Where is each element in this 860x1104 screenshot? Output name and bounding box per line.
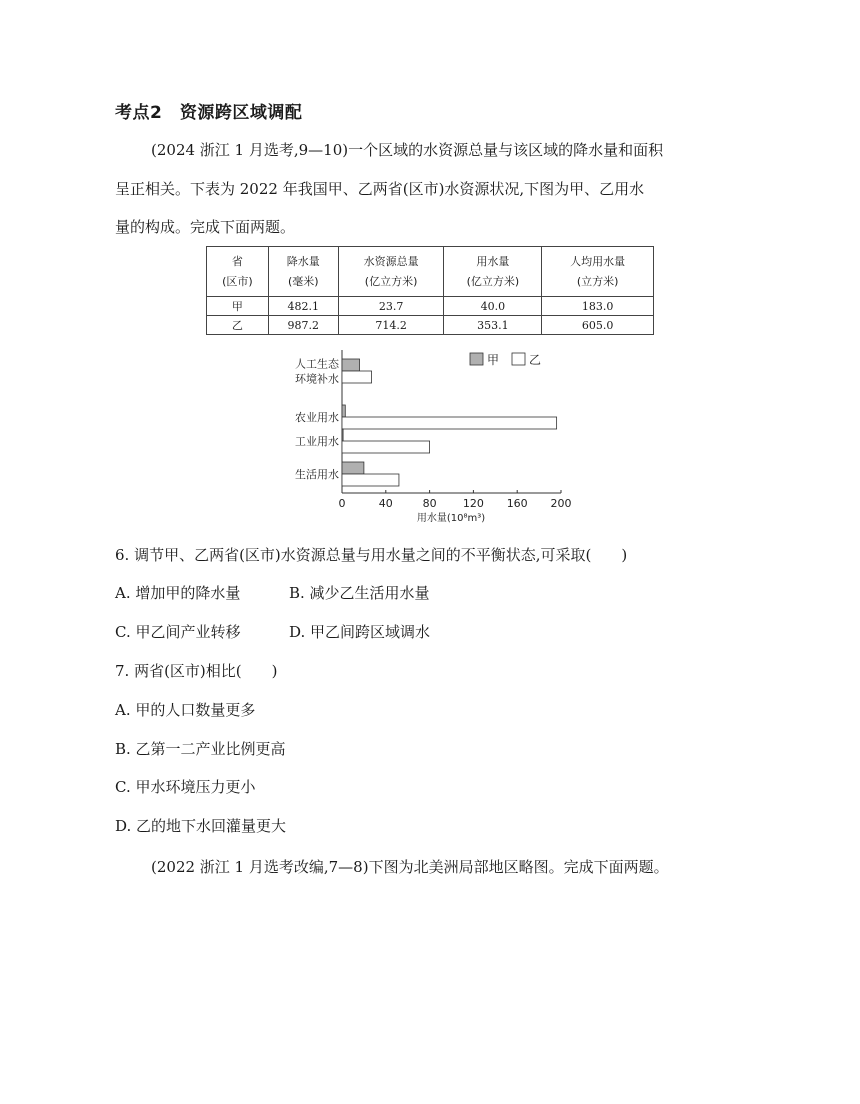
header-cell-water-total: 水资源总量 (亿立方米) bbox=[338, 247, 444, 297]
x-axis-label: 用水量(10⁸m³) bbox=[416, 513, 486, 524]
table-cell: 23.7 bbox=[338, 297, 444, 316]
question-6: 6. 调节甲、乙两省(区市)水资源总量与用水量之间的不平衡状态,可采取( ) bbox=[115, 546, 628, 564]
x-tick-label: 200 bbox=[550, 497, 572, 510]
table-cell: 乙 bbox=[207, 316, 269, 335]
table-cell: 482.1 bbox=[268, 297, 338, 316]
x-tick-label: 80 bbox=[422, 497, 437, 510]
header-cell-water-use: 用水量 (亿立方米) bbox=[444, 247, 542, 297]
legend-label-甲: 甲 bbox=[487, 353, 500, 367]
header-cell-province: 省 (区市) bbox=[207, 247, 269, 297]
table-cell: 714.2 bbox=[338, 316, 444, 335]
question-6-option-d: D. 甲乙间跨区域调水 bbox=[289, 623, 431, 641]
header-cell-precipitation: 降水量 (毫米) bbox=[268, 247, 338, 297]
outro-line: (2022 浙江 1 月选考改编,7—8)下图为北美洲局部地区略图。完成下面两题。 bbox=[151, 858, 669, 876]
x-tick-label: 160 bbox=[506, 497, 528, 510]
question-7-option-a: A. 甲的人口数量更多 bbox=[115, 701, 256, 719]
table-cell: 甲 bbox=[207, 297, 269, 316]
bar-乙-1 bbox=[342, 417, 557, 429]
bar-甲-1 bbox=[342, 405, 345, 417]
question-7-option-c: C. 甲水环境压力更小 bbox=[115, 778, 256, 796]
category-label: 生活用水 bbox=[295, 468, 339, 481]
table-header-row bbox=[207, 247, 654, 297]
table-row bbox=[207, 297, 654, 316]
table-cell: 183.0 bbox=[542, 297, 654, 316]
question-6-option-c: C. 甲乙间产业转移 bbox=[115, 623, 241, 641]
header-cell-per-capita: 人均用水量 (立方米) bbox=[542, 247, 654, 297]
table-cell: 353.1 bbox=[444, 316, 542, 335]
category-label: 环境补水 bbox=[295, 372, 339, 386]
section-heading: 考点2 资源跨区域调配 bbox=[115, 103, 303, 123]
water-use-bar-chart bbox=[270, 345, 600, 530]
question-7: 7. 两省(区市)相比( ) bbox=[115, 662, 278, 680]
table-cell: 40.0 bbox=[444, 297, 542, 316]
legend-swatch-甲 bbox=[470, 353, 483, 365]
question-7-option-b: B. 乙第一二产业比例更高 bbox=[115, 740, 286, 758]
legend-label-乙: 乙 bbox=[529, 353, 542, 367]
table-cell: 987.2 bbox=[268, 316, 338, 335]
intro-line-3: 量的构成。完成下面两题。 bbox=[115, 218, 296, 236]
category-label: 工业用水 bbox=[295, 435, 339, 448]
question-6-option-b: B. 减少乙生活用水量 bbox=[289, 584, 430, 602]
table-row bbox=[207, 316, 654, 335]
intro-line-1: (2024 浙江 1 月选考,9—10)一个区域的水资源总量与该区域的降水量和面积 bbox=[151, 141, 664, 159]
water-resources-table bbox=[206, 246, 654, 335]
category-label: 农业用水 bbox=[295, 411, 339, 424]
question-6-option-a: A. 增加甲的降水量 bbox=[115, 584, 241, 602]
bar-乙-0 bbox=[342, 371, 372, 383]
table-cell: 605.0 bbox=[542, 316, 654, 335]
bar-乙-2 bbox=[342, 441, 430, 453]
bar-乙-3 bbox=[342, 474, 399, 486]
legend-swatch-乙 bbox=[512, 353, 525, 365]
x-tick-label: 0 bbox=[338, 497, 346, 510]
bar-甲-3 bbox=[342, 462, 364, 474]
x-tick-label: 40 bbox=[378, 497, 393, 510]
bar-甲-0 bbox=[342, 359, 360, 371]
category-label: 人工生态 bbox=[295, 357, 339, 371]
x-tick-label: 120 bbox=[462, 497, 484, 510]
bar-甲-2 bbox=[342, 429, 343, 441]
intro-line-2: 呈正相关。下表为 2022 年我国甲、乙两省(区市)水资源状况,下图为甲、乙用水 bbox=[115, 180, 645, 198]
question-7-option-d: D. 乙的地下水回灌量更大 bbox=[115, 817, 287, 835]
